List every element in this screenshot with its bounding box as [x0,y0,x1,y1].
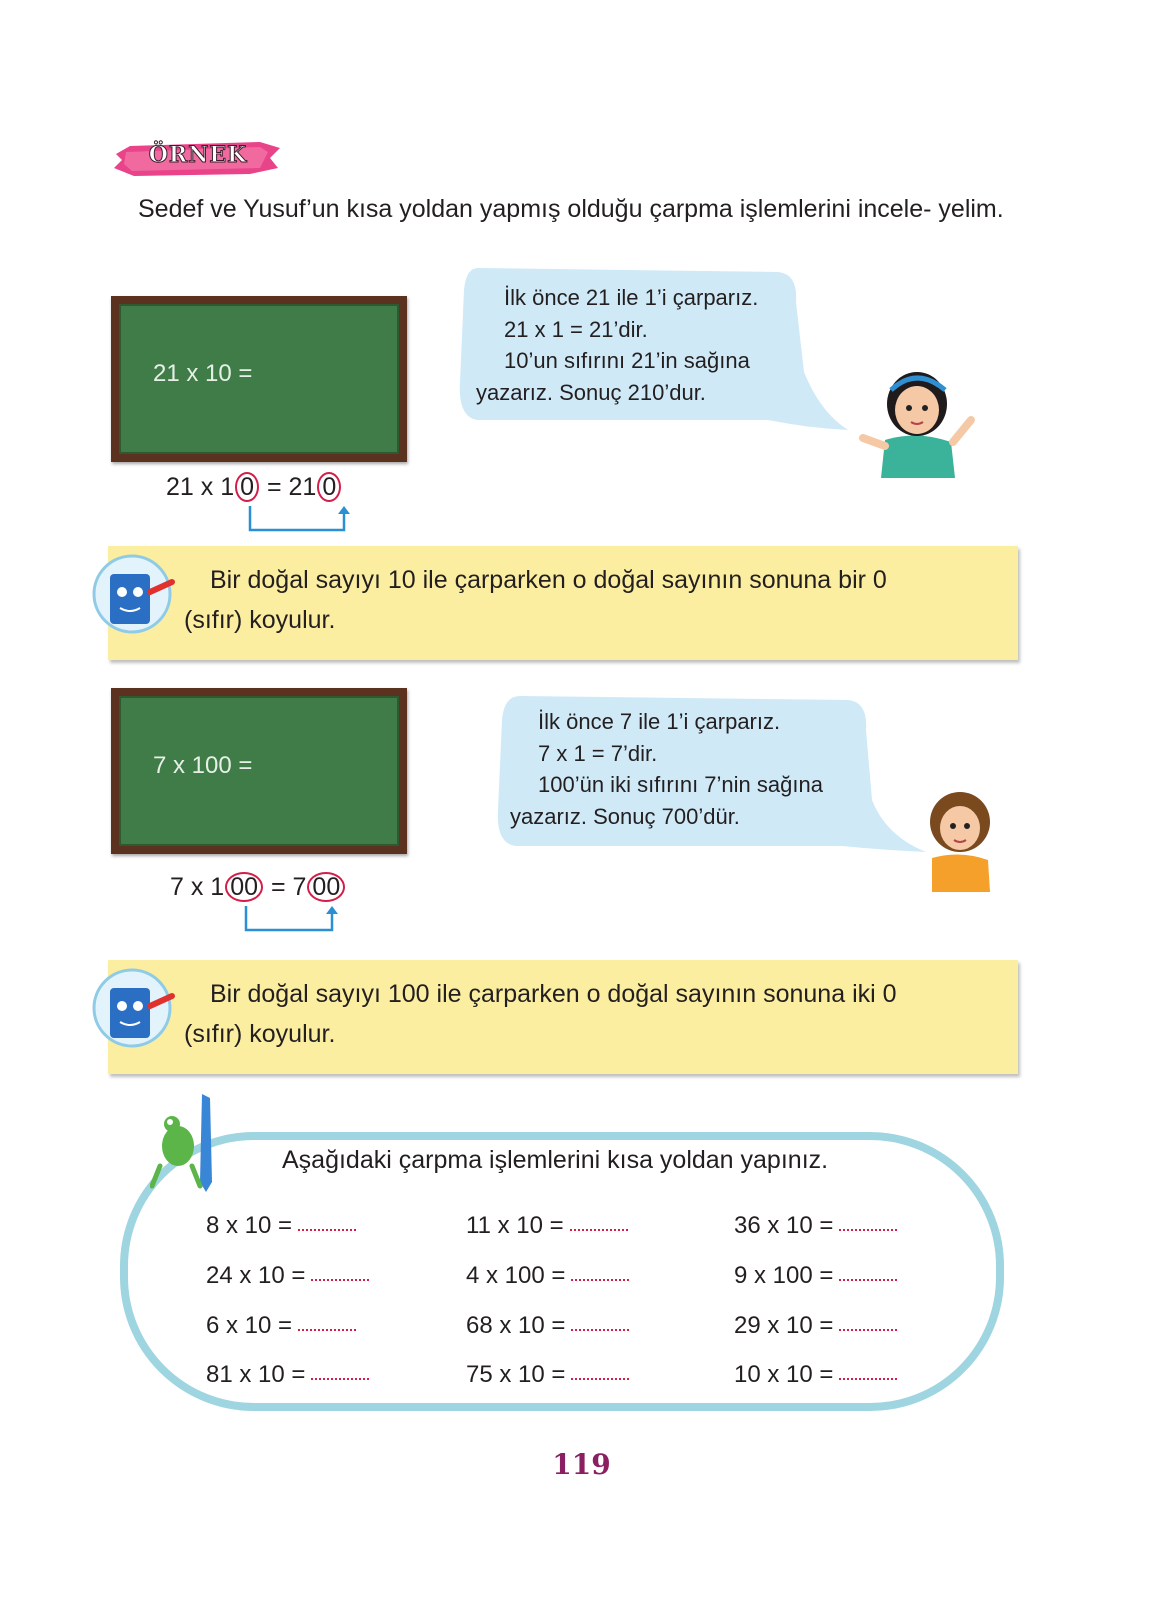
exercise-item [206,1262,369,1290]
answer-blank[interactable] [571,1278,629,1281]
equation-1 [166,472,342,502]
answer-blank[interactable] [298,1228,356,1231]
answer-blank[interactable] [298,1328,356,1331]
board-1-text: 21 x 10 = [153,360,253,387]
bubble-2-line-3: 100’ün iki sıfırını 7’nin sağına [538,772,823,797]
speech-bubble-2-text [510,706,890,832]
equation-2-arrow [240,904,350,934]
exercise-item-text: 6 x 10 = [206,1312,293,1339]
exercise-item [466,1361,629,1389]
exercise-item-text: 4 x 100 = [466,1262,566,1289]
answer-blank[interactable] [571,1328,629,1331]
exercise-item-text: 36 x 10 = [734,1212,834,1239]
exercise-item-text: 68 x 10 = [466,1312,566,1339]
girl-character-illustration [855,350,985,478]
exercise-title: Aşağıdaki çarpma işlemlerini kısa yoldan yapınız. [282,1146,829,1174]
answer-blank[interactable] [839,1228,897,1231]
bubble-1-line-4: yazarız. Sonuç 210’dur. [476,379,706,405]
exercise-item [734,1262,897,1290]
bubble-1-line-3: 10’un sıfırını 21’in sağına [504,348,750,373]
rule-2-text [184,974,1004,1054]
equation-1-middle: = 21 [266,473,317,501]
exercise-item [206,1212,356,1240]
exercise-item [466,1262,629,1290]
boy-character-illustration [920,786,1000,892]
board-2-text: 7 x 100 = [153,752,253,779]
answer-blank[interactable] [839,1377,897,1380]
example-badge [110,138,282,178]
book-mascot-icon [90,966,180,1056]
answer-blank[interactable] [839,1328,897,1331]
rule-1-line-1: Bir doğal sayıyı 10 ile çarparken o doğal sayının sonuna bir 0 [210,566,887,594]
exercise-item-text: 9 x 100 = [734,1262,834,1289]
exercise-item-text: 10 x 10 = [734,1361,834,1388]
bubble-2-line-1: İlk önce 7 ile 1’i çarparız. [538,709,781,734]
answer-blank[interactable] [839,1278,897,1281]
exercise-item-text: 81 x 10 = [206,1361,306,1388]
equation-2-circled-zeros-right: 00 [307,872,345,902]
answer-blank[interactable] [571,1377,629,1380]
answer-blank[interactable] [311,1377,369,1380]
equation-2-left: 7 x 1 [170,873,225,901]
page-number: 119 [552,1448,611,1481]
exercise-item [206,1312,356,1340]
chalkboard-2 [111,688,407,854]
equation-1-circled-zero-left: 0 [235,472,259,502]
exercise-item [466,1312,629,1340]
exercise-item-text: 11 x 10 = [466,1212,564,1239]
chalkboard-1 [111,296,407,462]
equation-2-middle: = 7 [270,873,307,901]
bubble-2-line-4: yazarız. Sonuç 700’dür. [510,803,740,829]
equation-2 [170,872,346,902]
speech-bubble-1-text [476,282,836,408]
exercise-item-text: 8 x 10 = [206,1212,293,1239]
rule-2-line-2: (sıfır) koyulur. [184,1020,336,1048]
frog-with-pencil-icon [150,1090,226,1194]
exercise-item [466,1212,628,1240]
badge-label: ÖRNEK [148,142,248,168]
bubble-1-line-1: İlk önce 21 ile 1’i çarparız. [504,285,759,310]
book-mascot-icon [90,552,180,642]
equation-1-circled-zero-right: 0 [317,472,341,502]
answer-blank[interactable] [570,1228,628,1231]
exercise-item [734,1212,897,1240]
bubble-2-line-2: 7 x 1 = 7’dir. [538,740,658,766]
exercise-item-text: 24 x 10 = [206,1262,306,1289]
exercise-item-text: 75 x 10 = [466,1361,566,1388]
equation-2-circled-zeros-left: 00 [225,872,263,902]
rule-1-text [184,560,1004,640]
intro-paragraph: Sedef ve Yusuf’un kısa yoldan yapmış olduğu çarpma işlemlerini incele- yelim. [138,195,1004,223]
rule-1-line-2: (sıfır) koyulur. [184,606,336,634]
exercise-item [206,1361,369,1389]
exercise-item [734,1312,897,1340]
exercise-item-text: 29 x 10 = [734,1312,834,1339]
bubble-1-line-2: 21 x 1 = 21’dir. [504,316,648,342]
exercise-item [734,1361,897,1389]
answer-blank[interactable] [311,1278,369,1281]
equation-1-arrow [244,504,354,534]
equation-1-left: 21 x 1 [166,473,235,501]
rule-2-line-1: Bir doğal sayıyı 100 ile çarparken o doğal sayının sonuna iki 0 [210,980,897,1008]
